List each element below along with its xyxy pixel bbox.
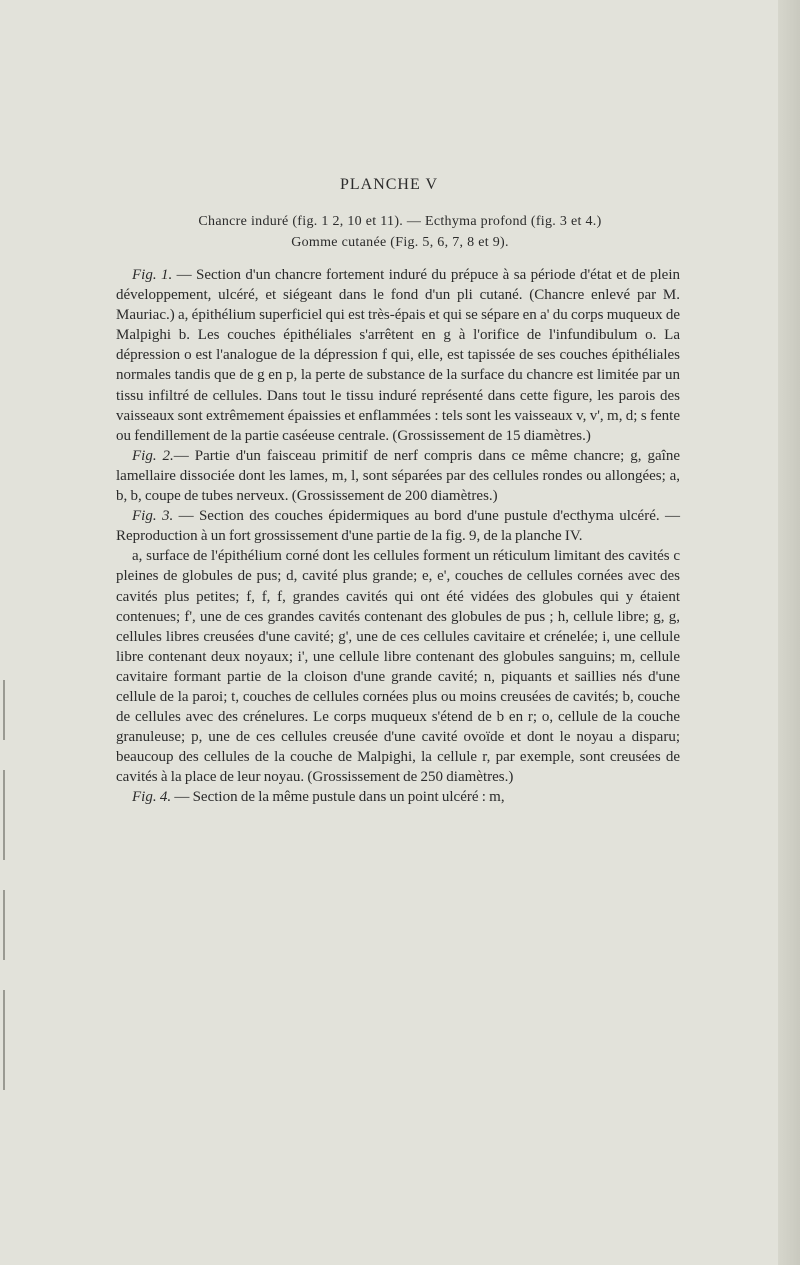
paragraph-text: a, surface de l'épithélium corné dont les cellules forment un réticulum limitant des cavités c pleines de globules de pus; d, cavité plus grande; e, e', couches de cellules cornées avec des cavités plus petites; f, f, f, grandes cavités qui ont été vidées des globules qui y étaient contenues; f', une de ces grandes cavités contenant des globules de pus ; h, cellule libre; g, g, cellules libres creusées d'une cavité; g', une de ces cellules cavitaire et crénelée; i, une cellule libre contenant deux noyaux; i', une cellule libre contenant des globules sanguins; m, cellule cavitaire formant partie de la cloison d'une grande cavité; n, piquants et saillies nés d'une cellule de la paroi; t, couches de cellules cornées plus ou moins creusées de cavités; b, couche de cellules avec des crénelures. Le corps muqueux s'étend de b en r; o, cellule de la couche granuleuse; p, une de ces cellules creusée d'une cavité ovoïde et dont le noyau a disparu; beaucoup des cellules de la couche de Malpighi, la cellule r, par exemple, sont creusées de cavités à la place de leur noyau. (Grossissement de 250 diamètres.): [116, 548, 680, 786]
paragraph-text: — Section d'un chancre fortement induré du prépuce à sa période d'état et de plein développement, ulcéré, et siégeant dans le fond d'un pli cutané. (Chancre enlevé par M. Mauriac.) a, épithélium superficiel qui est très-épais et qui se sépare en a' du corps muqueux de Malpighi b. Les couches épithéliales s'arrêtent en g à l'orifice de l'infundibulum o. La dépression o est l'analogue de la dépression f qui, elle, est tapissée de ses couches épithéliales normales tandis que de g en p, la perte de substance de la surface du chancre est limitée par un tissu infiltré de cellules. Dans tout le tissu induré représenté dans cette figure, les parois des vaisseaux sont extrêmement épaissies et enflammées : tels sont les vaisseaux v, v', m, d; s fente ou fendillement de la partie caséeuse centrale. (Grossissement de 15 diamètres.): [116, 267, 680, 444]
paragraph-fig-4: [116, 787, 680, 807]
figure-label: Fig. 2.: [132, 447, 174, 464]
paragraph-text: — Section des couches épidermiques au bord d'une pustule d'ecthyma ulcéré. — Reproduction à un fort grossissement d'une partie de la fig. 9, de la planche IV.: [116, 508, 680, 545]
figure-label: Fig. 1.: [132, 267, 173, 283]
paragraph-fig-3: [116, 506, 680, 546]
plate-subtitle: [120, 211, 680, 253]
subtitle-line-2: Gomme cutanée (Fig. 5, 6, 7, 8 et 9).: [291, 235, 509, 250]
subtitle-line-1: Chancre induré (fig. 1 2, 10 et 11). — Ecthyma profond (fig. 3 et 4.): [198, 214, 602, 229]
figure-label: Fig. 4.: [132, 789, 172, 806]
paragraph-text: — Section de la même pustule dans un point ulcéré : m,: [171, 789, 505, 806]
figure-label: Fig. 3.: [132, 508, 174, 525]
page-edge: [778, 0, 800, 1265]
paragraph-fig-3-legend: [116, 546, 680, 787]
paragraph-text: — Partie d'un faisceau primitif de nerf compris dans ce même chancre; g, gaîne lamellaire dissociée dont les lames, m, l, sont séparées par des cellules rondes ou allongées; a, b, b, coupe de tubes nerveux. (Grossissement de 200 diamètres.): [116, 447, 680, 505]
binding-margin-marks: [0, 640, 8, 1160]
plate-title: PLANCHE V: [339, 176, 439, 193]
paragraph-fig-1: [116, 265, 680, 446]
paragraph-fig-2: [116, 446, 680, 506]
plate-description: [116, 265, 680, 808]
